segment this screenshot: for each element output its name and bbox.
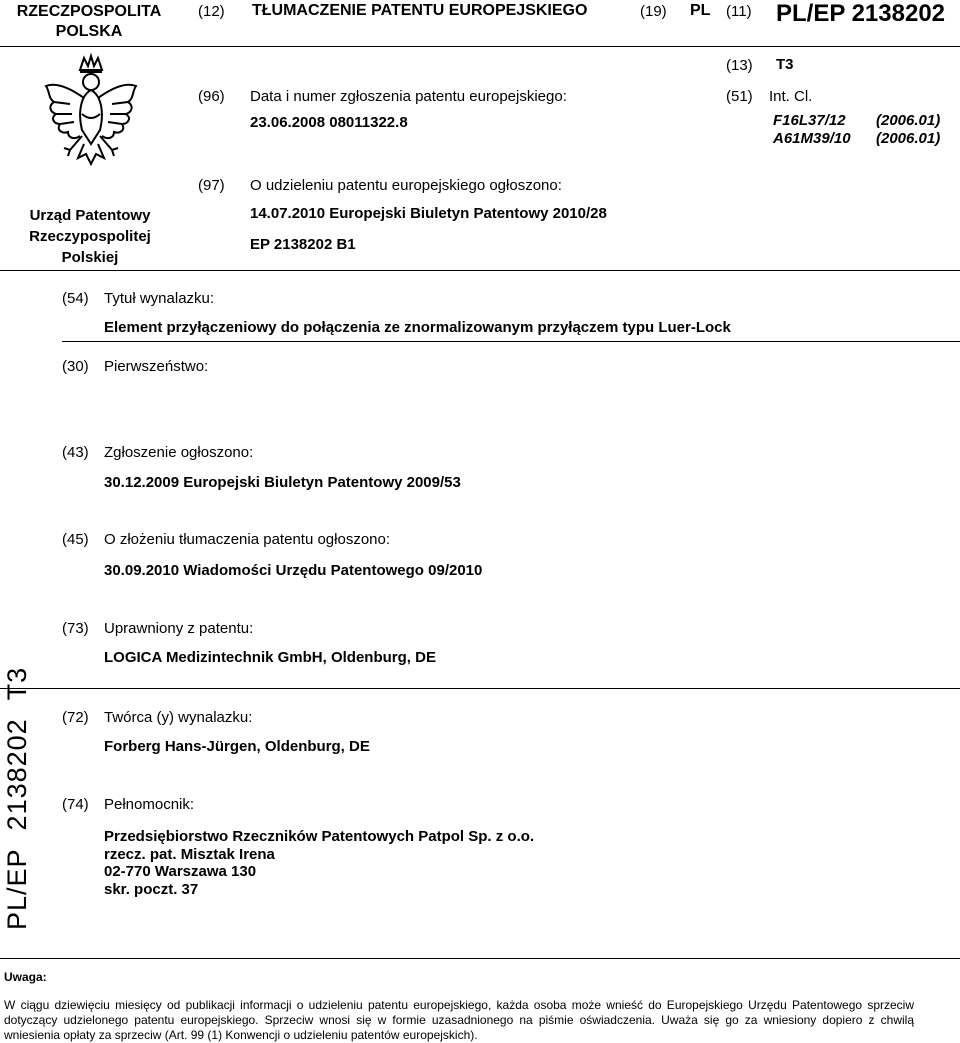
int-cl-version-1: (2006.01): [876, 112, 941, 129]
lower-rule: [0, 688, 960, 689]
section-rule: [0, 270, 960, 271]
attorney-line-2: rzecz. pat. Misztak Irena: [104, 846, 275, 863]
side-prefix: PL/EP: [2, 848, 32, 930]
code-12: (12): [198, 3, 225, 20]
note-title: Uwaga:: [4, 970, 47, 984]
title-label: Tytuł wynalazku:: [104, 290, 215, 307]
translation-value: 30.09.2010 Wiadomości Urzędu Patentowego 09/2010: [104, 562, 483, 579]
attorney-label: Pełnomocnik:: [104, 796, 195, 813]
attorney-line-3: 02-770 Warszawa 130: [104, 863, 257, 880]
code-97: (97): [198, 177, 225, 194]
code-72: (72): [62, 709, 89, 726]
code-30: (30): [62, 358, 89, 375]
side-number: 2138202: [2, 718, 32, 831]
publication-value: 30.12.2009 Europejski Biuletyn Patentowy 2009/53: [104, 474, 461, 491]
publication-label: Zgłoszenie ogłoszono:: [104, 444, 254, 461]
ep-number: EP 2138202 B1: [250, 236, 356, 253]
code-45: (45): [62, 531, 89, 548]
note-text: W ciągu dziewięciu miesięcy od publikacji informacji o udzieleniu patentu europejskiego, każda osoba może wnieść do Europejskiego Urzędu Patentowego sprzeciw dotyczący udzielonego patentu europejskiego. Sprzeciw wnosi się w formie uzasadnionego na piśmie oświadczenia. Uważa się go za wniesiony dopiero z chwilą wniesienia opłaty za sprzeciw (Art. 99 (1) Konwencji o udzieleniu patentów europejskich).: [4, 998, 914, 1042]
polish-eagle-emblem: [40, 52, 142, 178]
country-name: RZECZPOSPOLITA POLSKA: [16, 3, 162, 40]
code-54: (54): [62, 290, 89, 307]
int-cl-version-2: (2006.01): [876, 130, 941, 147]
office-line-1: Urząd Patentowy: [29, 207, 151, 224]
side-patent-label: [2, 666, 38, 930]
attorney-line-4: skr. poczt. 37: [104, 881, 199, 898]
office-line-3: Polskiej: [61, 249, 119, 266]
application-value: 23.06.2008 08011322.8: [250, 114, 408, 131]
patent-number: PL/EP 2138202: [776, 0, 946, 27]
title-rule: [62, 341, 960, 342]
code-51: (51): [726, 88, 753, 105]
translation-label: O złożeniu tłumaczenia patentu ogłoszono:: [104, 531, 391, 548]
int-cl-symbol-1: F16L37/12: [773, 112, 846, 129]
code-43: (43): [62, 444, 89, 461]
code-13: (13): [726, 57, 753, 74]
document-type: TŁUMACZENIE PATENTU EUROPEJSKIEGO: [252, 2, 588, 19]
code-96: (96): [198, 88, 225, 105]
country-code: PL: [690, 2, 711, 19]
int-cl-symbol-2: A61M39/10: [773, 130, 851, 147]
application-label: Data i numer zgłoszenia patentu europejskiego:: [250, 88, 567, 105]
code-74: (74): [62, 796, 89, 813]
side-kind: T3: [2, 666, 32, 701]
attorney-line-1: Przedsiębiorstwo Rzeczników Patentowych Patpol Sp. z o.o.: [104, 828, 535, 845]
proprietor-value: LOGICA Medizintechnik GmbH, Oldenburg, DE: [104, 649, 436, 666]
priority-label: Pierwszeństwo:: [104, 358, 209, 375]
int-cl-label: Int. Cl.: [769, 88, 813, 105]
inventor-label: Twórca (y) wynalazku:: [104, 709, 253, 726]
kind-code: T3: [776, 56, 794, 73]
note-rule: [0, 958, 960, 959]
grant-value: 14.07.2010 Europejski Biuletyn Patentowy 2010/28: [250, 205, 607, 222]
inventor-value: Forberg Hans-Jürgen, Oldenburg, DE: [104, 738, 370, 755]
office-line-2: Rzeczypospolitej: [29, 228, 151, 245]
proprietor-label: Uprawniony z patentu:: [104, 620, 254, 637]
header-rule: [0, 46, 960, 47]
code-73: (73): [62, 620, 89, 637]
code-11: (11): [726, 3, 752, 20]
invention-title: Element przyłączeniowy do połączenia ze znormalizowanym przyłączem typu Luer-Lock: [104, 319, 731, 336]
grant-label: O udzieleniu patentu europejskiego ogłoszono:: [250, 177, 562, 194]
code-19: (19): [640, 3, 667, 20]
office-name: [0, 205, 180, 268]
